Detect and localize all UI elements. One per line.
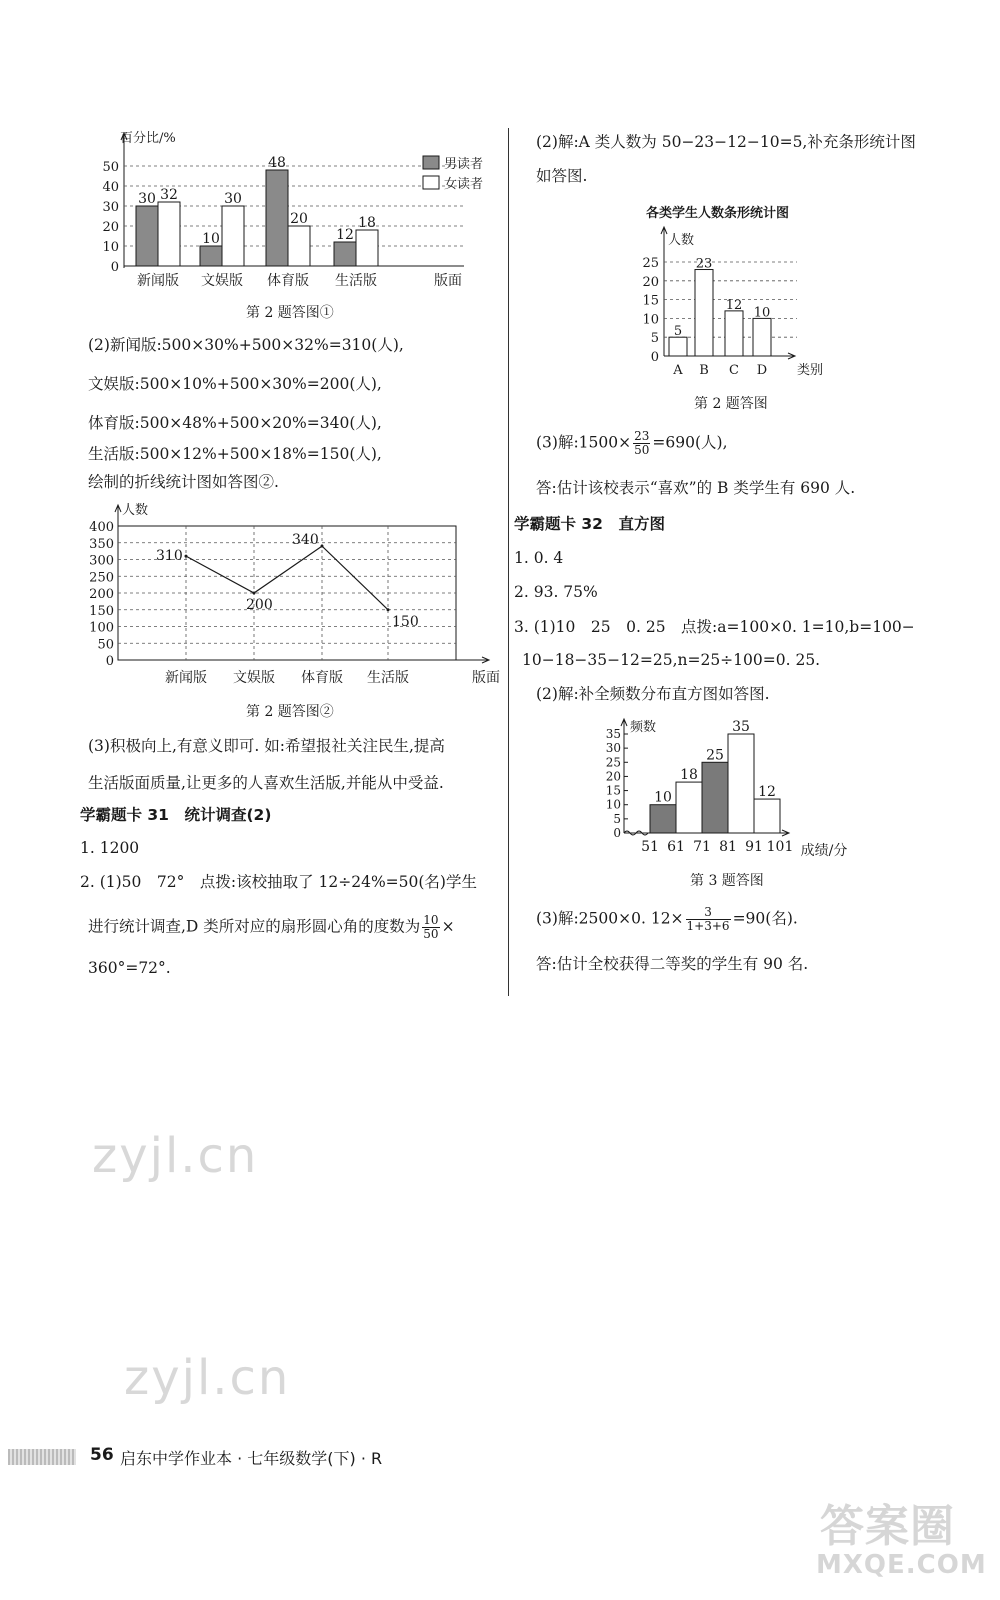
- data-value-label: 150: [392, 613, 419, 630]
- histogram-bar: [754, 799, 780, 833]
- male-bar: [334, 242, 356, 266]
- book-title: 启东中学作业本 · 七年级数学(下) · R: [120, 1449, 383, 1468]
- x-category-label: 体育版: [301, 670, 343, 686]
- card31-title: 学霸题卡 31 统计调查(2): [80, 806, 272, 824]
- bar-value-label: 23: [695, 256, 713, 272]
- category-bar: [695, 270, 713, 356]
- y-tick-label: 30: [605, 741, 621, 756]
- r-p3-post: =690(人),: [652, 433, 728, 452]
- category-bar: [669, 337, 687, 356]
- y-tick-label: 20: [642, 274, 659, 290]
- x-tick-label: 101: [766, 839, 794, 855]
- data-point: [387, 608, 390, 611]
- score-histogram: [592, 716, 862, 861]
- p2-line-1: (2)新闻版:500×30%+500×32%=310(人),: [88, 336, 404, 354]
- female-bar: [222, 206, 244, 266]
- y-tick-label: 350: [89, 536, 114, 552]
- data-value-label: 340: [292, 532, 319, 549]
- fraction-10-50: [422, 914, 439, 941]
- female-value-label: 18: [358, 215, 376, 231]
- chart3-caption: 第 2 题答图: [694, 396, 768, 412]
- y-tick-label: 5: [613, 811, 621, 826]
- y-tick-label: 300: [89, 553, 114, 569]
- p2-line-3: 体育版:500×48%+500×20%=340(人),: [88, 414, 382, 432]
- stamp-url: MXQE.COM: [816, 1550, 987, 1580]
- r-p2-line-2: 如答图.: [536, 167, 588, 185]
- y-axis-label: 人数: [122, 503, 149, 518]
- y-tick-label: 35: [605, 727, 621, 741]
- x-category-label: 生活版: [367, 670, 409, 686]
- female-bar: [288, 226, 310, 266]
- category-bar: [753, 318, 771, 356]
- footer-decoration: [8, 1449, 76, 1465]
- y-tick-label: 15: [642, 293, 659, 309]
- y-tick-label: 100: [89, 620, 114, 636]
- y-tick-label: 15: [605, 783, 621, 798]
- fraction-numerator: 23: [634, 429, 650, 443]
- male-value-label: 48: [268, 155, 286, 171]
- card31-q1: 1. 1200: [80, 839, 140, 857]
- bar-value-label: 10: [654, 789, 672, 806]
- student-category-bar-chart: [622, 224, 842, 384]
- y-axis-label: 百分比/%: [120, 131, 176, 146]
- y-tick-label: 20: [605, 769, 621, 784]
- y-tick-label: 20: [102, 220, 119, 235]
- y-tick-label: 250: [89, 570, 114, 586]
- y-tick-label: 10: [642, 312, 659, 328]
- x-tick-label: 51: [641, 839, 659, 855]
- histogram-bar: [702, 762, 728, 833]
- male-bar: [266, 170, 288, 266]
- male-value-label: 12: [336, 227, 354, 243]
- chart4-caption: 第 3 题答图: [690, 873, 764, 889]
- x-category-label: 生活版: [335, 273, 377, 289]
- female-value-label: 30: [224, 191, 242, 207]
- y-axis-label: 人数: [668, 233, 695, 248]
- x-axis-label: 类别: [796, 363, 824, 378]
- fraction-denominator: 1+3+6: [686, 919, 730, 933]
- column-divider: [508, 128, 509, 996]
- y-tick-label: 0: [650, 350, 659, 365]
- card31-q2-times: ×: [441, 917, 455, 936]
- watermark-1: zyjl.cn: [92, 1128, 259, 1184]
- series-line: [186, 546, 388, 610]
- x-category-label: A: [673, 363, 683, 378]
- x-category-label: D: [756, 363, 768, 378]
- y-tick-label: 50: [102, 160, 119, 175]
- y-tick-label: 50: [97, 637, 114, 653]
- r-p2-line-1: (2)解:A 类人数为 50−23−12−10=5,补充条形统计图: [536, 133, 916, 151]
- chart1-caption: 第 2 题答图①: [246, 305, 334, 321]
- male-value-label: 10: [202, 231, 220, 247]
- bar-value-label: 25: [706, 747, 724, 764]
- legend-female-label: 女读者: [444, 177, 484, 192]
- y-tick-label: 25: [642, 256, 659, 271]
- p3-line-1: (3)积极向上,有意义即可. 如:希望报社关注民生,提高: [88, 737, 445, 755]
- y-tick-label: 200: [89, 587, 114, 602]
- card32-q1: 1. 0. 4: [514, 549, 564, 567]
- x-tick-label: 61: [667, 839, 685, 855]
- y-tick-label: 150: [89, 603, 114, 619]
- p2-line-4: 生活版:500×12%+500×18%=150(人),: [88, 445, 382, 463]
- y-tick-label: 30: [102, 200, 119, 215]
- legend-female-swatch: [423, 176, 439, 189]
- p3-line-2: 生活版面质量,让更多的人喜欢生活版,并能从中受益.: [88, 774, 444, 792]
- bar-value-label: 18: [680, 767, 698, 784]
- x-category-label: 体育版: [267, 273, 309, 289]
- card32-q2: 2. 93. 75%: [514, 583, 598, 601]
- male-bar: [200, 246, 222, 266]
- card32-title: 学霸题卡 32 直方图: [514, 515, 665, 533]
- fraction-denominator: 50: [634, 443, 650, 457]
- y-tick-label: 0: [105, 654, 114, 669]
- x-category-label: 新闻版: [137, 273, 179, 289]
- data-value-label: 310: [156, 548, 183, 565]
- watermark-2: zyjl.cn: [124, 1350, 291, 1406]
- reader-percentage-bar-chart: [88, 128, 500, 298]
- q3-3-post: =90(名).: [732, 909, 798, 928]
- female-bar: [158, 202, 180, 266]
- y-tick-label: 10: [102, 240, 119, 255]
- male-value-label: 30: [138, 191, 156, 207]
- fraction-denominator: 50: [423, 927, 439, 941]
- bar-value-label: 10: [753, 305, 771, 321]
- fraction-numerator: 3: [686, 906, 731, 920]
- bar-value-label: 5: [673, 324, 683, 340]
- card31-q2-line3: 360°=72°.: [88, 959, 171, 977]
- card31-q2-line1: 2. (1)50 72° 点拨:该校抽取了 12÷24%=50(名)学生: [80, 873, 477, 891]
- r-p3-answer: 答:估计该校表示“喜欢”的 B 类学生有 690 人.: [536, 479, 856, 497]
- x-tick-label: 81: [719, 839, 737, 855]
- x-axis-label: 版面: [472, 670, 500, 686]
- bar-value-label: 12: [758, 784, 776, 801]
- card32-q3-line2: 10−18−35−12=25,n=25÷100=0. 25.: [522, 651, 821, 669]
- q3-3-pre: (3)解:2500×0. 12×: [536, 909, 684, 928]
- data-point: [253, 592, 256, 595]
- female-bar: [356, 230, 378, 266]
- chart2-caption: 第 2 题答图②: [246, 704, 334, 720]
- histogram-bar: [728, 734, 754, 833]
- y-tick-label: 0: [613, 826, 621, 840]
- stamp-logo: 答案圈: [820, 1501, 955, 1552]
- x-category-label: 新闻版: [165, 670, 207, 686]
- y-tick-label: 5: [650, 331, 659, 347]
- legend-male-label: 男读者: [444, 157, 484, 172]
- r-p3-pre: (3)解:1500×: [536, 433, 632, 452]
- q3-3-line: [536, 906, 798, 933]
- site-stamp: [808, 1490, 987, 1590]
- data-value-label: 200: [246, 597, 273, 613]
- x-tick-label: 71: [693, 839, 711, 855]
- y-axis-label: 频数: [630, 720, 657, 735]
- reader-count-line-chart: [88, 500, 500, 695]
- x-tick-label: 91: [745, 839, 763, 855]
- r-p3-line: [536, 430, 728, 457]
- data-point: [185, 555, 188, 558]
- y-tick-label: 25: [605, 755, 621, 770]
- chart3-title: 各类学生人数条形统计图: [646, 206, 790, 221]
- card31-q2-text: 进行统计调查,D 类所对应的扇形圆心角的度数为: [88, 917, 421, 936]
- female-value-label: 20: [290, 211, 308, 227]
- male-bar: [136, 206, 158, 266]
- histogram-bar: [650, 805, 676, 833]
- p2-line-2: 文娱版:500×10%+500×30%=200(人),: [88, 375, 382, 393]
- legend-male-swatch: [423, 156, 439, 169]
- x-category-label: 文娱版: [233, 670, 275, 686]
- page-number: 56: [90, 1445, 114, 1465]
- fraction-23-50: [633, 430, 650, 457]
- card32-q3-line1: 3. (1)10 25 0. 25 点拨:a=100×0. 1=10,b=100−: [514, 618, 915, 636]
- page-footer: [0, 1443, 1000, 1473]
- x-category-label: B: [699, 363, 709, 378]
- x-axis-label: 成绩/分: [800, 843, 848, 859]
- fraction-numerator: 10: [423, 913, 439, 927]
- y-tick-label: 0: [110, 260, 119, 275]
- bar-value-label: 35: [732, 719, 750, 735]
- q3-3-answer: 答:估计全校获得二等奖的学生有 90 名.: [536, 955, 809, 973]
- card31-q2-line2: [88, 914, 455, 941]
- female-value-label: 32: [160, 187, 178, 203]
- x-category-label: 文娱版: [201, 273, 243, 289]
- y-tick-label: 40: [102, 180, 119, 195]
- histogram-bar: [676, 782, 702, 833]
- x-category-label: C: [729, 363, 739, 378]
- category-bar: [725, 311, 743, 356]
- y-tick-label: 400: [89, 520, 114, 535]
- x-axis-label: 版面: [434, 273, 462, 289]
- bar-value-label: 12: [725, 297, 743, 313]
- fraction-3-over-sum: [686, 906, 731, 933]
- p2-line-5: 绘制的折线统计图如答图②.: [88, 473, 279, 491]
- data-point: [321, 545, 324, 548]
- card32-q3-line3: (2)解:补全频数分布直方图如答图.: [536, 685, 770, 703]
- y-tick-label: 10: [605, 797, 621, 812]
